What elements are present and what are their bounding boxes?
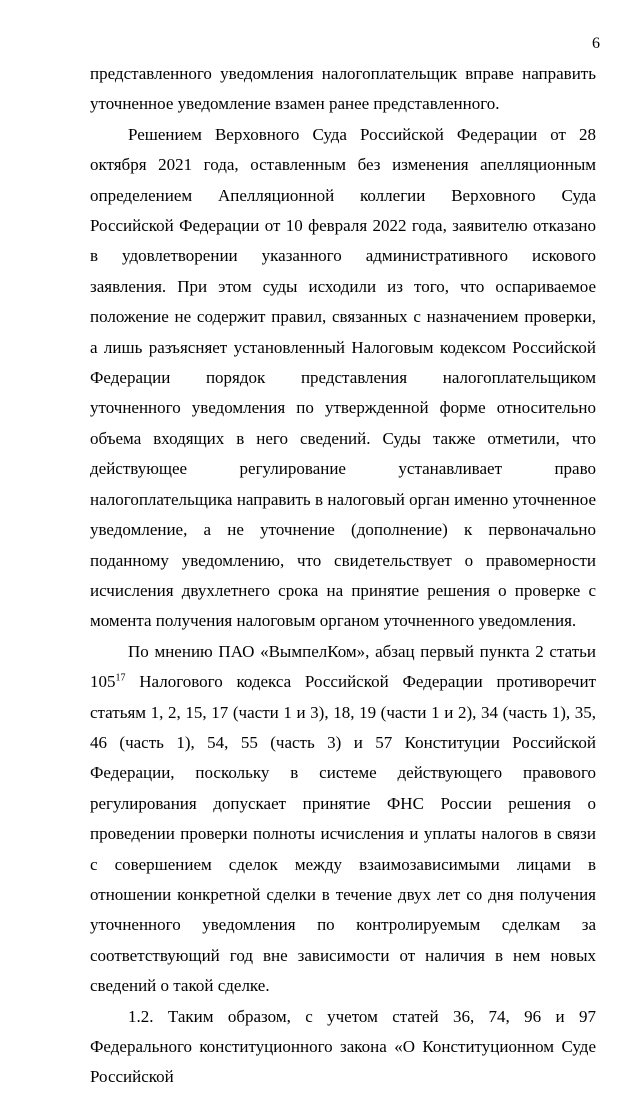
paragraph-supreme-court-decision: Решением Верховного Суда Российской Федерации от 28 октября 2021 года, оставленным без изменения апелляционным определением Апелляционной коллегии Верховного Суда Российской Федерации от 10 февраля 2022 года, заявителю отказано в удовлетворении указанного административного искового заявления. При этом суды исходили из того, что оспариваемое положение не содержит правил, связанных с назначением проверки, а лишь разъясняет установленный Налоговым кодексом Российской Федерации порядок представления налогоплательщиком уточненного уведомления по утвержденной форме относительно объема входящих в него сведений. Суды также отметили, что действующее регулирование устанавливает право налогоплательщика направить в налоговый орган именно уточненное уведомление, а не уточнение (дополнение) к первоначально поданному уведомлению, что свидетельствует о правомерности исчисления двухлетнего срока на принятие решения о проверке с момента получения налоговым органом уточненного уведомления. bbox=[90, 124, 596, 631]
document-body bbox=[90, 59, 596, 1093]
paragraph-vimpelcom-position bbox=[90, 637, 596, 1002]
article-superscript: 17 bbox=[115, 672, 126, 684]
paragraph-text-after-sup: Налогового кодекса Российской Федерации противоречит статьям 1, 2, 15, 17 (части 1 и 3), 18, 19 (части 1 и 2), 34 (часть 1), 35, 46 (часть 1), 54, 55 (часть 3) и 57 Конституции Российской Федерации, поскольку в системе действующего правового регулирования допускает принятие ФНС России решения о проведении проверки полноты исчисления и уплаты налогов в связи с совершением сделок между взаимозависимыми лицами в отношении конкретной сделки в течение двух лет со дня получения уточненного уведомления по контролируемым сделкам за соответствующий год вне зависимости от наличия в нем новых сведений о такой сделке. bbox=[90, 672, 596, 996]
paragraph-text-before-sup: По мнению ПАО «ВымпелКом», абзац первый пункта 2 статьи 105 bbox=[90, 641, 596, 692]
paragraph-continuation: представленного уведомления налогоплательщик вправе направить уточненное уведомление взамен ранее представленного. bbox=[90, 64, 596, 114]
paragraph-section-1-2: 1.2. Таким образом, с учетом статей 36, 74, 96 и 97 Федерального конституционного закона «О Конституционном Суде Российской bbox=[90, 1006, 596, 1087]
page-number: 6 bbox=[592, 35, 600, 52]
